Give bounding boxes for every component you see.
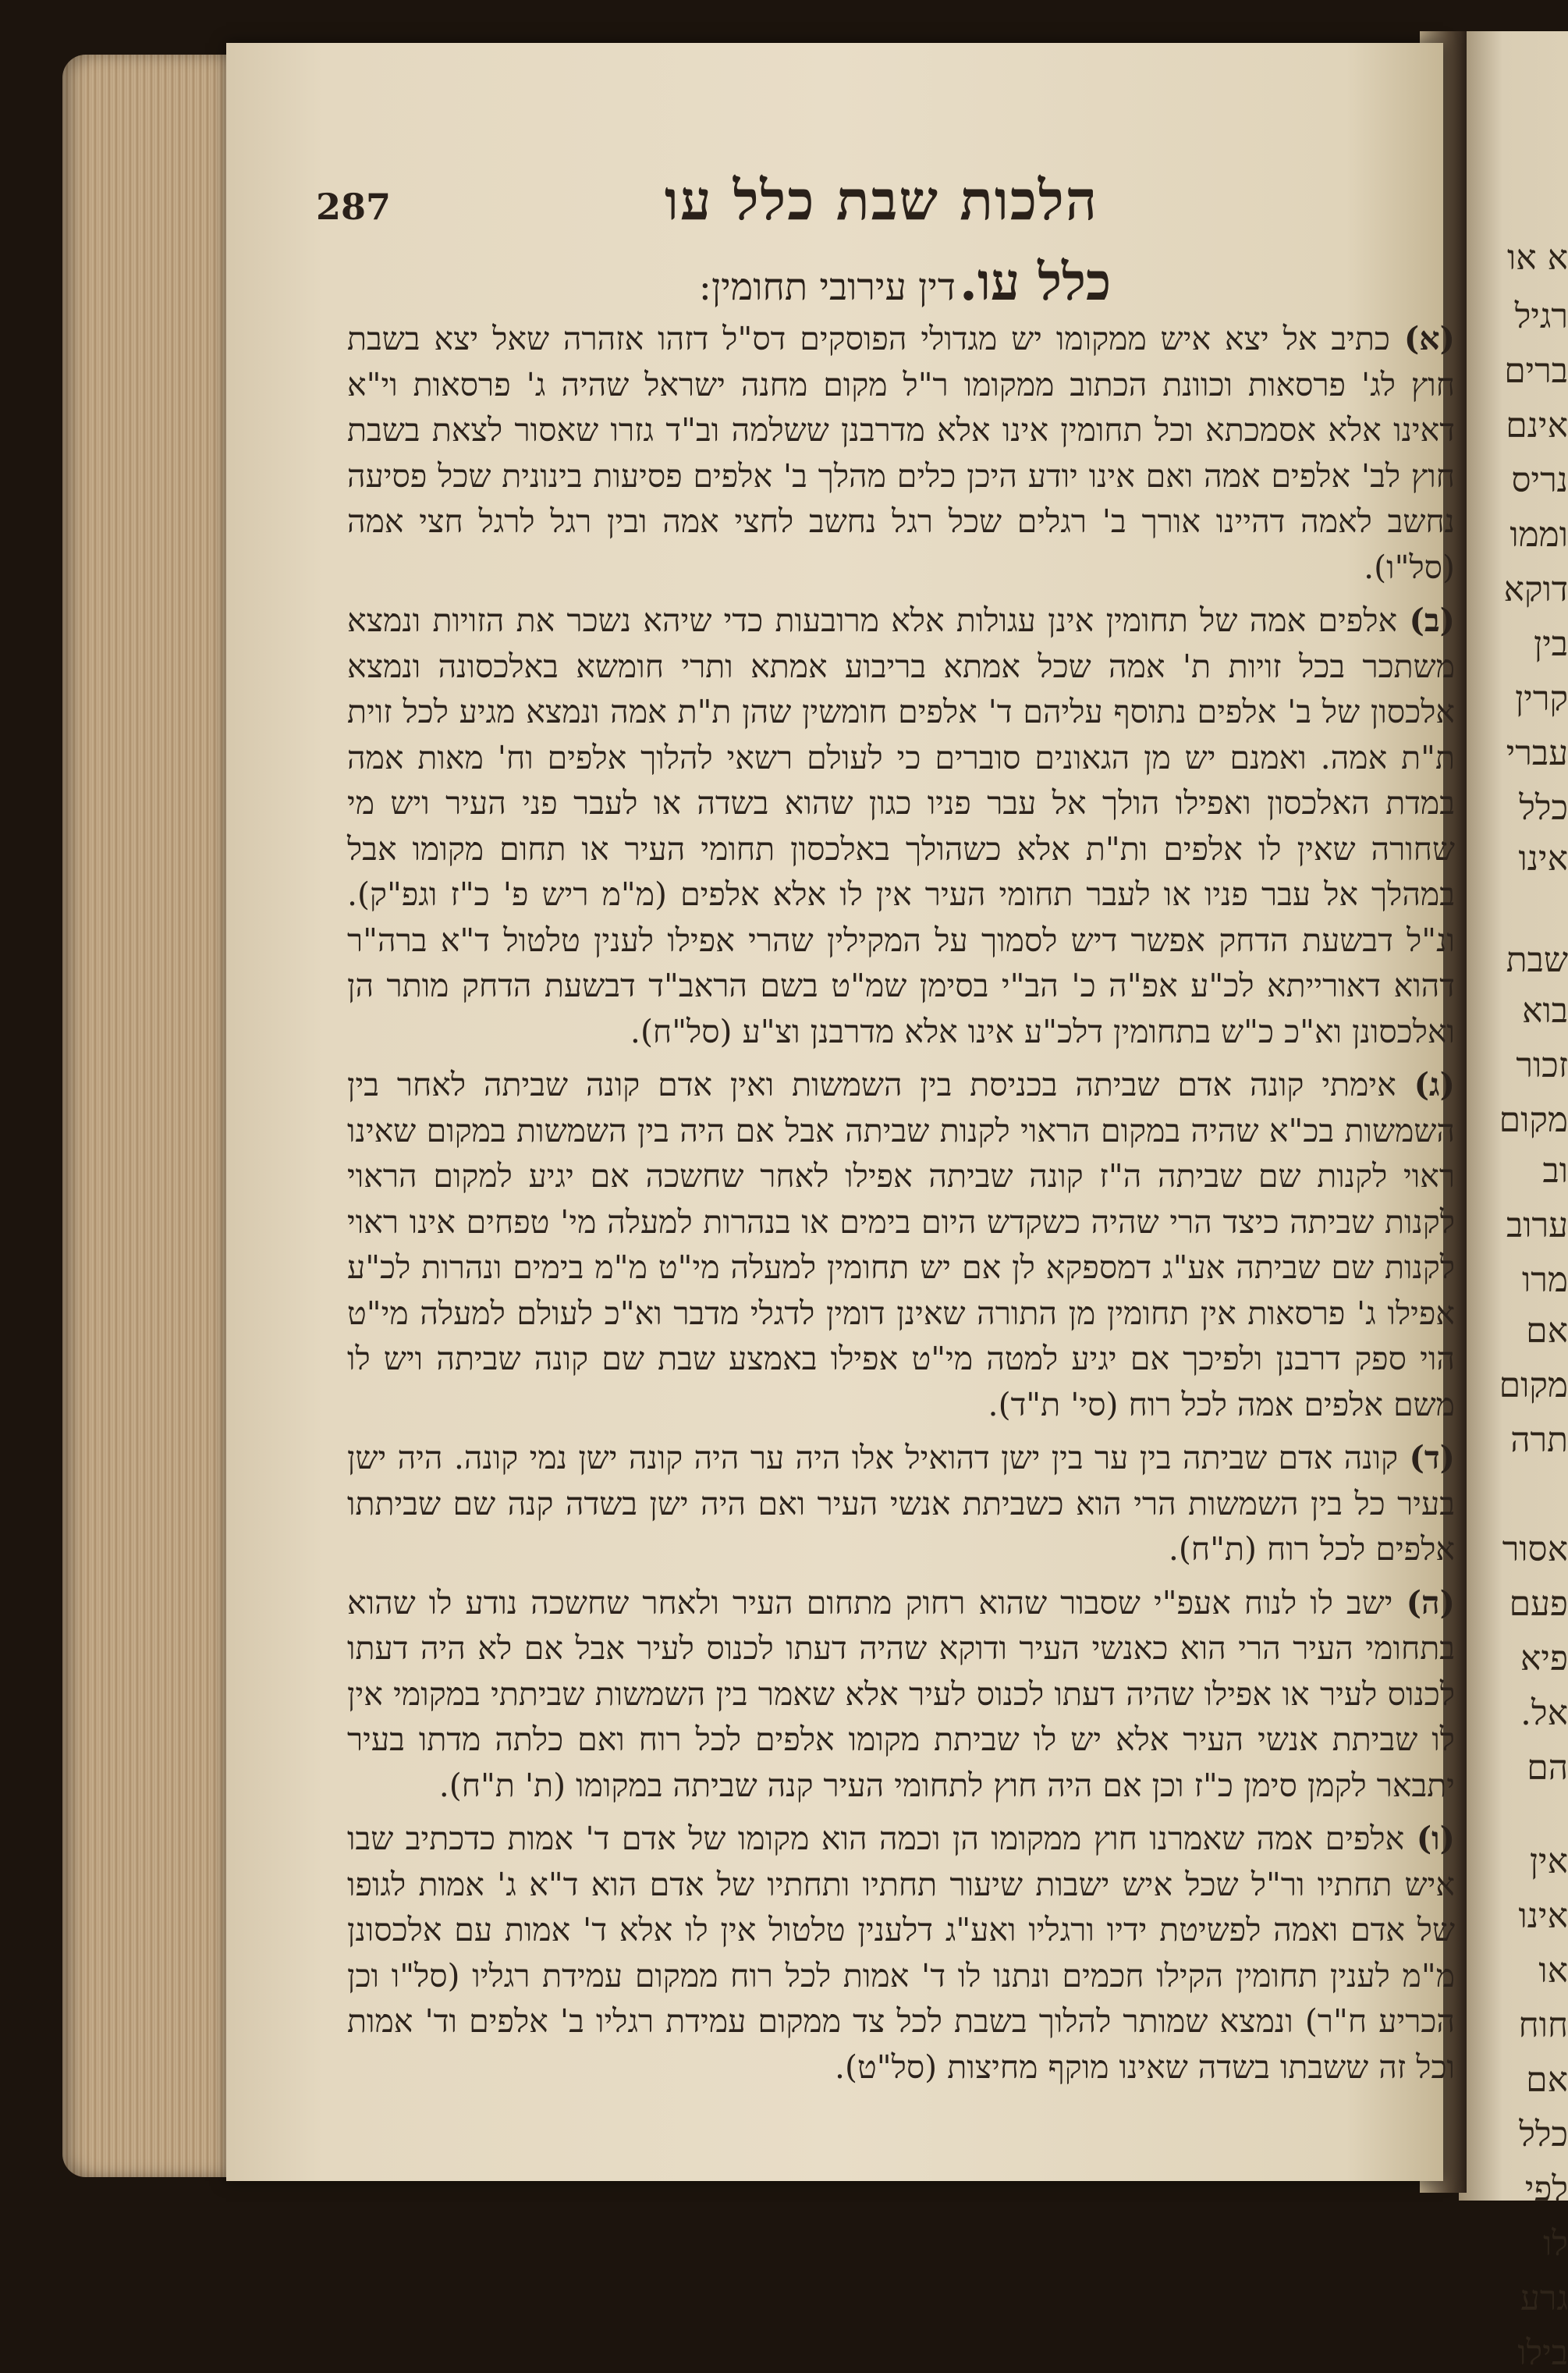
facing-page-fragment: אין	[1529, 1842, 1568, 1881]
facing-page-fragment: אסור	[1502, 1529, 1568, 1569]
chapter-number: כלל עו.	[960, 251, 1112, 312]
facing-page-fragment: חוח	[1518, 2005, 1568, 2045]
facing-page-fragment: מרו	[1522, 1260, 1568, 1300]
facing-page-fragment: אינו	[1518, 839, 1568, 879]
facing-page-fragment: לו	[1543, 2224, 1568, 2264]
facing-page-fragment: נריס	[1511, 460, 1568, 500]
running-title: הלכות שבת כלל עו	[664, 168, 1099, 233]
facing-page-fragment: בוא	[1522, 991, 1568, 1031]
page-number: 287	[316, 186, 392, 228]
paragraph-mark: (ד)	[1409, 1439, 1455, 1476]
facing-page-fragment: בין	[1534, 624, 1568, 664]
page-edges	[62, 55, 250, 2177]
facing-page-fragment: שבת	[1506, 940, 1568, 980]
facing-page-fragment: וממו	[1509, 515, 1568, 555]
facing-page-fragment: פיא	[1520, 1639, 1568, 1679]
paragraph-mark: (ב)	[1409, 602, 1455, 639]
facing-page-fragment: רגיל	[1514, 297, 1568, 336]
paragraph	[347, 1816, 1455, 2090]
facing-page-fragment: הם	[1527, 1748, 1568, 1788]
paragraph-text: כתיב אל יצא איש ממקומו יש מגדולי הפוסקים דס"ל דזהו אזהרה שאל יצא בשבת חוץ לג' פרסאות וכוונת הכתוב ממקומו ר"ל מקום מחנה ישראל שהיה ג' פרסאות וי"א דאינו אלא אסמכתא וכל תחומין אינו אלא מדרבנן ששלמה וב"ד גזרו שאסור לצאת בשבת חוץ לב' אלפים אמה ואם אינו יודע היכן כלים מהלך ב' אלפים פסיעות בינונית שכל פסיעה נחשב לאמה דהיינו אורך ב' רגלים שכל רגל נחשב לחצי אמה ובין רגל לרגל חצי אמה (סל"ו).	[347, 320, 1455, 586]
text-body	[347, 316, 1455, 2098]
facing-page-fragment: לפי	[1524, 2169, 1568, 2209]
facing-page-fragment: מקום	[1499, 1366, 1568, 1405]
paragraph	[347, 316, 1455, 590]
paragraph-mark: (ג)	[1414, 1066, 1455, 1103]
paragraph-mark: (ו)	[1416, 1820, 1455, 1857]
chapter-subtitle: דין עירובי תחומין:	[698, 265, 956, 309]
facing-page-fragment: זכור	[1516, 1046, 1568, 1085]
facing-page-fragment: כלל	[1519, 788, 1568, 828]
paragraph-text: אלפים אמה של תחומין אינן עגולות אלא מרובעות כדי שיהא נשכר את הזויות ונמצא משתכר בכל זויות ת' אמה שכל אמתא בריבוע אמתא ותרי חומשא באלכסונה ונמצא אלכסון של ב' אלפים נתוסף עליהם ד' אלפים חומשין שהן ת"ת אמה ונמצא מגיע לכל זוית ת"ת אמה. ואמנם יש מן הגאונים סוברים כי לעולם רשאי להלוך אלפים וח' מאות אמה במדת האלכסון ואפילו הולך אל עבר פניו כגון שהוא בשדה או לעבר פני העיר ויש מי שחורה שאין לו אלפים ות"ת אלא כשהולך באלכסון תחומי העיר או תחום מקומו אבל במהלך אל עבר פניו או לעבר תחומי העיר אין לו אלא אלפים (מ"מ ריש פ' כ"ז וגפ"ק). ונ"ל דבשעת הדחק אפשר דיש לסמוך על המקילין שהרי אפילו לענין טלטול ד"א ברה"ר דהוא דאורייתא לכ"ע אפ"ה כ' הב"י בסימן שמ"ט בשם הראב"ד דבשעת הדחק מותר הן ואלכסונן וא"כ כ"ש בתחומין דלכ"ע אינו אלא מדרבנן וצ"ע (סל"ח).	[347, 602, 1455, 1050]
paragraph-text: ישב לו לנוח אעפ"י שסבור שהוא רחוק מתחום העיר ולאחר שחשכה נודע לו שהוא בתחומי העיר הרי הוא כאנשי העיר ודוקא שהיה דעתו לכנוס לעיר אבל אם לא היה דעתו לכנוס לעיר או אפילו שהיה דעתו לכנוס לעיר אלא שאמר בין השמשות שביתתי במקומי אין לו שביתת אנשי העיר אלא יש לו שביתת מקומו אלפים לכל רוח ואם כלתה מדתו בעיר יתבאר לקמן סימן כ"ז וכן אם היה חוץ לתחומי העיר קנה שביתה במקומו (ת' ת"ח).	[347, 1583, 1455, 1804]
facing-page-fragment: בילו	[1517, 2333, 1568, 2373]
paragraph-text: קונה אדם שביתה בין ער בין ישן דהואיל אלו היה ער היה קונה ישן נמי קונה. היה ישן בעיר כל בין השמשות הרי הוא כשביתת אנשי העיר ואם היה ישן בשדה קנה שם שביתתו אלפים לכל רוח (ת"ח).	[347, 1439, 1455, 1568]
facing-page-fragment: כלל	[1519, 2115, 1568, 2155]
paragraph-text: אימתי קונה אדם שביתה בכניסת בין השמשות ואין אדם קונה שביתה לאחר בין השמשות בכ"א שהיה במקום הראוי לקנות שביתה אבל אם היה בין השמשות במקום שאינו ראוי לקנות שם שביתה ה"ז קונה שביתה אפילו לאחר שחשכה אם יגיע למקום הראוי לקנות שביתה כיצד הרי שהיה כשקדש היום בימים או בנהרות למעלה מי' טפחים אינו ראוי לקנות שם שביתה אע"ג דמספקא לן אם יש תחומין למעלה מי"ט מ"מ בימים ונהרות לכ"ע אפילו ג' פרסאות אין תחומין מן התורה שאינן דומין לדגלי מדבר וא"כ לעולם למעלה מי"ט הוי ספק דרבנן ולפיכך אם יגיע למטה מי"ט אפילו באמצע שבת שם קונה שביתה ויש לו משם אלפים אמה לכל רוח (סי' ת"ד).	[347, 1066, 1455, 1423]
facing-page-fragment: קרין	[1515, 679, 1568, 719]
paragraph-mark: (א)	[1403, 320, 1455, 357]
facing-page-fragment: וב	[1542, 1151, 1568, 1191]
paragraph-text: אלפים אמה שאמרנו חוץ ממקומו הן וכמה הוא מקומו של אדם ד' אמות כדכתיב שבו איש תחתיו ור"ל שכל איש ישבות שיעור תחתיו ותחתיו של אדם הוא ד"א ג' אמות לגופו של אדם ואמה לפשיטת ידיו ורגליו ואע"ג דלענין טלטול אין לו אלא ד' אמות עם אלכסונן מ"מ לענין תחומין הקילו חכמים ונתנו לו ד' אמות לכל רוח ממקום עמידת רגליו (סל"ו וכן הכריע ח"ר) ונמצא שמותר להלוך בשבת לכל צד ממקום עמידת רגליו ב' אלפים וד' אמות וכל זה ששבתו בשדה שאינו מוקף מחיצות (סל"ט).	[347, 1820, 1455, 2086]
facing-page-fragment: דוקא	[1503, 570, 1568, 609]
facing-page-fragment: ערוב	[1506, 1206, 1568, 1245]
facing-page-fragment: תרה	[1510, 1420, 1568, 1460]
chapter-heading	[437, 251, 1373, 313]
paragraph	[347, 1435, 1455, 1572]
facing-page-fragment: אינם	[1506, 406, 1568, 446]
facing-page-fragment: עברי	[1506, 734, 1568, 773]
facing-page-fragment: ברים	[1504, 351, 1568, 391]
paragraph	[347, 1580, 1455, 1809]
facing-page-fragment: אם	[1526, 1311, 1568, 1351]
facing-page-fragment: גרע	[1520, 2279, 1568, 2318]
paragraph	[347, 1062, 1455, 1427]
facing-page	[1459, 31, 1568, 2373]
facing-page-fragment: פעם	[1509, 1584, 1568, 1624]
facing-page-fragment: אינו	[1518, 1896, 1568, 1936]
facing-page-fragment: אל.	[1520, 1693, 1568, 1733]
facing-page-fragment: אם	[1526, 2060, 1568, 2100]
facing-page-fragment: או	[1538, 1951, 1568, 1991]
facing-page-fragment: א או	[1506, 238, 1568, 278]
paragraph-mark: (ה)	[1406, 1583, 1455, 1622]
facing-page-fragment: מקום	[1499, 1100, 1568, 1140]
paragraph	[347, 598, 1455, 1054]
